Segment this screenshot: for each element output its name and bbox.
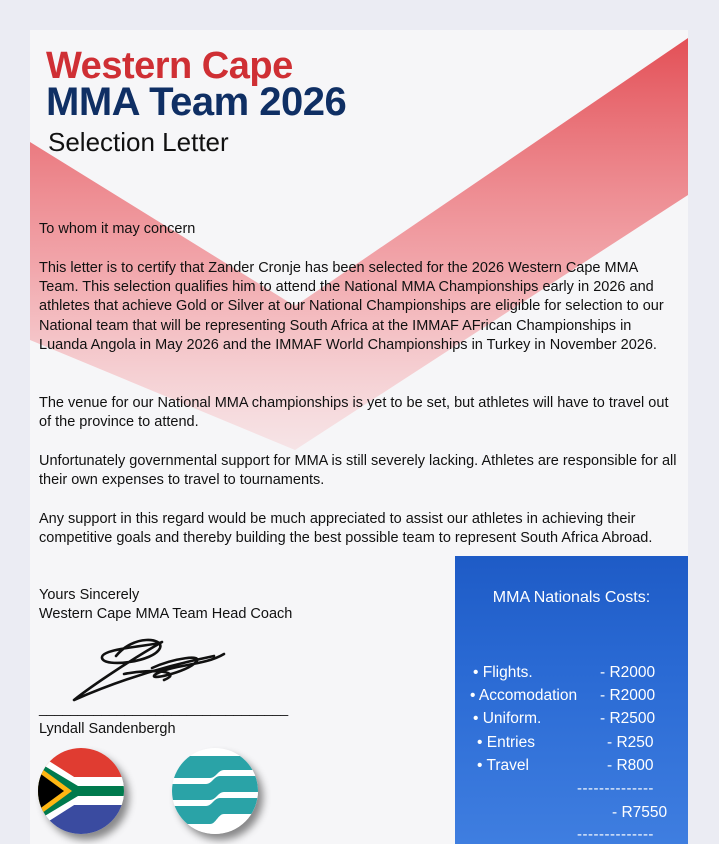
total-separator: -------------- (577, 826, 654, 843)
closing-block (39, 586, 292, 624)
cost-price: - R2000 (600, 664, 656, 681)
handwritten-signature (64, 628, 234, 708)
costs-title: MMA Nationals Costs: (492, 589, 651, 606)
south-africa-flag-icon (38, 748, 124, 834)
costs-panel (455, 556, 688, 844)
cost-price: - R250 (607, 734, 654, 751)
cost-row (455, 664, 688, 686)
cost-row (455, 687, 688, 709)
cost-price: - R2000 (600, 687, 656, 704)
signature-line: ________________________________ (39, 700, 289, 716)
letter-paragraph: This letter is to certify that Zander Cronje has been selected for the 2026 Western Cape MMA Team. This selection qualifies him to attend the National MMA Championships early in 2026 and athletes that achieve Gold or Silver at our National Championships are eligible for selection to our National team that will be representing South Africa at the IMMAF AFrican Championships in Luanda Angola in May 2026 and the IMMAF World Championships in Turkey in November 2026. (39, 260, 664, 353)
letter-paragraph: Unfortunately governmental support for MMA is still severely lacking. Athletes are responsible for all their own expenses to travel to tournaments. (39, 453, 677, 489)
letter-paragraph: The venue for our National MMA championships is yet to be set, but athletes will have to travel out of the province to attend. (39, 395, 669, 431)
cost-row (455, 734, 688, 756)
cost-price: - R800 (607, 757, 654, 774)
title-selection-letter: Selection Letter (48, 127, 229, 157)
cost-row (455, 710, 688, 732)
title-western-cape: Western Cape (46, 45, 293, 87)
letter-paragraph: Any support in this regard would be much appreciated to assist our athletes in achieving their competitive goals and thereby building the best possible team to represent South Africa Abroad. (39, 511, 653, 547)
closing-text: Yours Sincerely (39, 587, 140, 603)
signatory-name: Lyndall Sandenbergh (39, 721, 176, 737)
cost-label: • Accomodation (470, 687, 578, 704)
title-mma-team: MMA Team 2026 (46, 80, 347, 124)
cost-label: • Travel (477, 757, 529, 774)
letter-greeting: To whom it may concern (39, 221, 196, 237)
western-cape-flag-icon (172, 748, 258, 834)
cost-label: • Uniform. (473, 710, 542, 727)
cost-price: - R2500 (600, 710, 656, 727)
total-price: - R7550 (612, 804, 668, 821)
signatory-title: Western Cape MMA Team Head Coach (39, 606, 293, 622)
total-separator: -------------- (577, 780, 654, 797)
cost-label: • Entries (477, 734, 535, 751)
cost-label: • Flights. (473, 664, 533, 681)
cost-row (455, 757, 688, 779)
letter-page (30, 30, 688, 844)
